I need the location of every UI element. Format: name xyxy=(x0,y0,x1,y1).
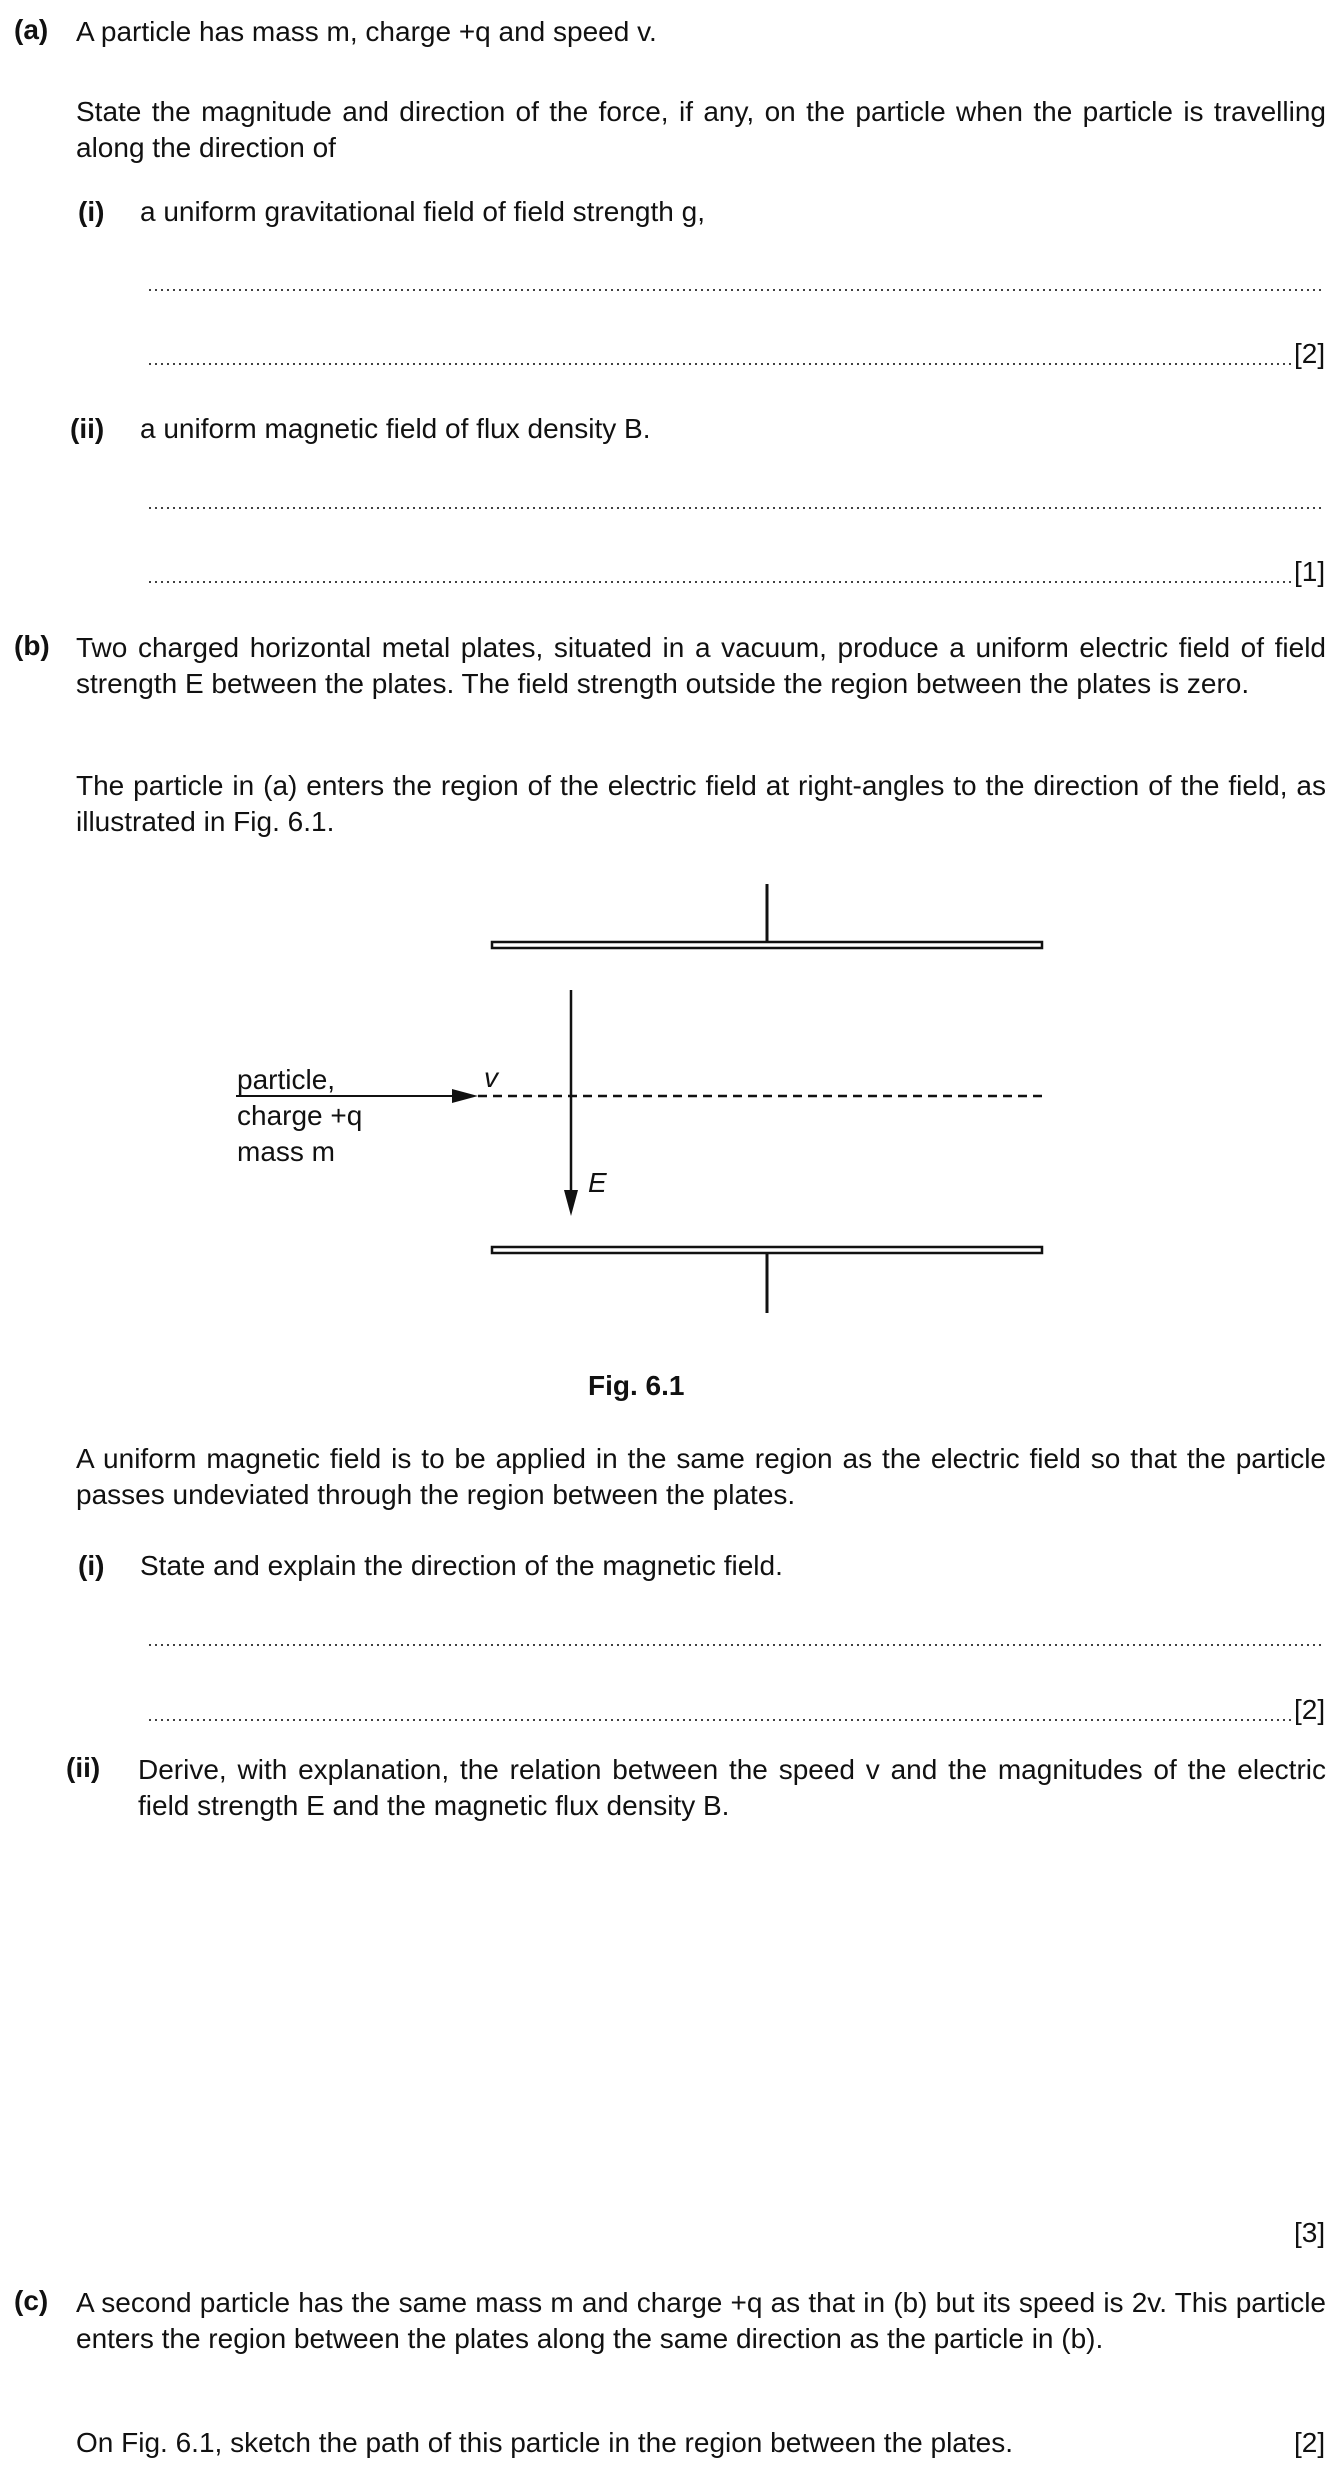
part-b-text-3: A uniform magnetic field is to be applied in the same region as the electric field so that the particle passes undeviated through the region between the plates. xyxy=(76,1443,1326,1510)
marks-allocation: [3] xyxy=(1294,2217,1326,2248)
part-c-text-2: On Fig. 6.1, sketch the path of this particle in the region between the plates. xyxy=(76,2427,1014,2458)
label-E: E xyxy=(588,1167,607,1198)
label-v: v xyxy=(484,1062,498,1093)
part-a-intro: A particle has mass m, charge +q and speed v. xyxy=(76,16,657,47)
velocity-arrowhead xyxy=(452,1089,478,1103)
part-c-text-1: A second particle has the same mass m and charge +q as that in (b) but its speed is 2v. This particle enters the region between the plates along the same direction as the particle in (b). xyxy=(76,2287,1326,2354)
field-arrowhead xyxy=(564,1190,578,1216)
part-a-ii-label: (ii) xyxy=(70,413,105,444)
marks-allocation: [2] xyxy=(1294,338,1326,369)
marks-allocation: [2] xyxy=(1294,2427,1326,2458)
part-a-i-label: (i) xyxy=(78,196,105,227)
part-b-i-label: (i) xyxy=(78,1550,105,1581)
part-a-prompt: State the magnitude and direction of the force, if any, on the particle when the particle is travelling along the direction of xyxy=(76,96,1326,163)
part-b-i-question: State and explain the direction of the magnetic field. xyxy=(140,1550,783,1581)
part-b-ii-question: Derive, with explanation, the relation between the speed v and the magnitudes of the electric field strength E and the magnetic flux density B. xyxy=(138,1754,1326,1821)
figure-caption: Fig. 6.1 xyxy=(588,1370,685,1401)
part-b-text-1: Two charged horizontal metal plates, situated in a vacuum, produce a uniform electric field of field strength E between the plates. The field strength outside the region between the plates is zero. xyxy=(76,632,1326,699)
label-particle: particle, xyxy=(237,1064,336,1095)
label-mass: mass m xyxy=(237,1136,335,1167)
marks-allocation: [1] xyxy=(1294,556,1326,587)
part-a-ii-question: a uniform magnetic field of flux density B. xyxy=(140,413,651,444)
answer-line[interactable] xyxy=(147,1643,1323,1647)
part-b-text-2: The particle in (a) enters the region of the electric field at right-angles to the direction of the field, as illustrated in Fig. 6.1. xyxy=(76,770,1326,837)
answer-line[interactable] xyxy=(147,1718,1294,1722)
bottom-plate xyxy=(492,1247,1042,1253)
label-charge: charge +q xyxy=(237,1100,363,1131)
marks-allocation: [2] xyxy=(1294,1694,1326,1725)
part-b-ii-label: (ii) xyxy=(66,1752,101,1783)
part-c-label: (c) xyxy=(14,2285,49,2316)
part-a-i-question: a uniform gravitational field of field strength g, xyxy=(140,196,705,227)
part-a-label: (a) xyxy=(14,14,49,45)
top-plate xyxy=(492,942,1042,948)
part-b-label: (b) xyxy=(14,630,50,661)
